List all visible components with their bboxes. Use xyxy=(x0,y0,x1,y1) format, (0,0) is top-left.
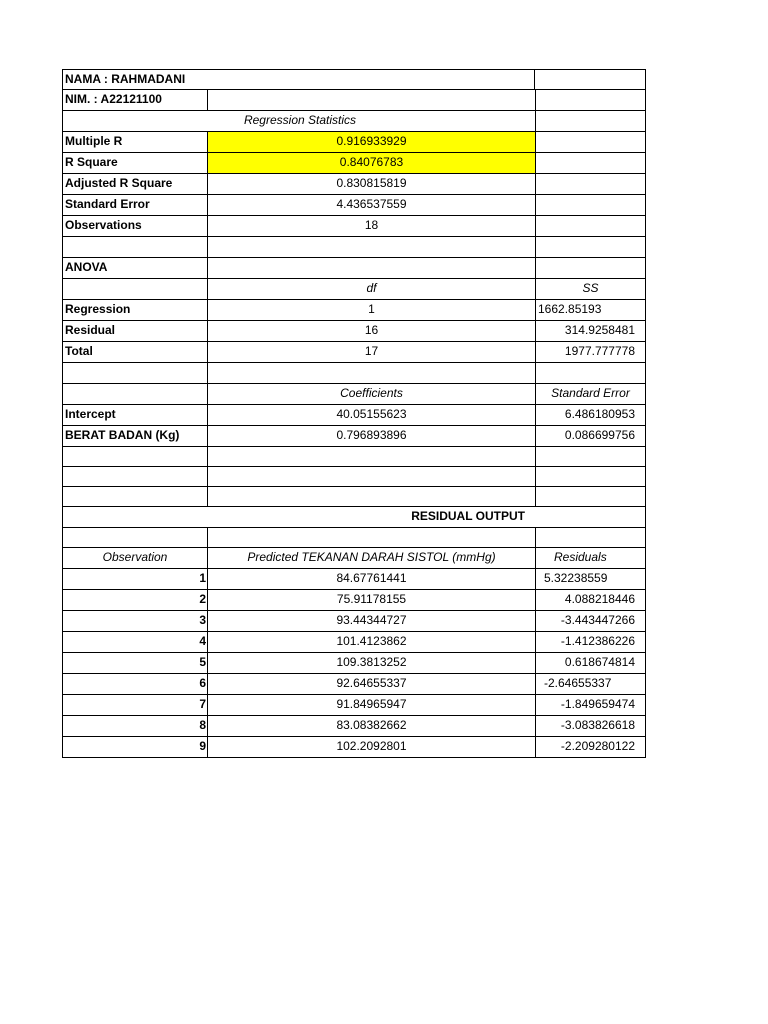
empty-cell[interactable] xyxy=(63,384,207,404)
stat-value[interactable]: 4.436537559 xyxy=(207,195,535,215)
empty-cell[interactable] xyxy=(207,363,535,383)
table-row xyxy=(62,590,646,611)
anova-label[interactable]: Regression xyxy=(65,302,131,316)
table-row xyxy=(62,674,646,695)
empty-cell[interactable] xyxy=(63,467,207,486)
predicted-value[interactable]: 75.91178155 xyxy=(207,590,535,610)
table-row xyxy=(62,632,646,653)
anova-df[interactable]: 17 xyxy=(207,342,535,362)
empty-cell[interactable] xyxy=(535,70,645,89)
empty-cell[interactable] xyxy=(63,363,207,383)
empty-cell[interactable] xyxy=(535,237,645,257)
table-row xyxy=(62,653,646,674)
table-row xyxy=(62,528,646,548)
empty-cell[interactable] xyxy=(535,216,645,236)
predicted-value[interactable]: 93.44344727 xyxy=(207,611,535,631)
coefficients-header[interactable]: Coefficients xyxy=(207,384,535,404)
predicted-header[interactable]: Predicted TEKANAN DARAH SISTOL (mmHg) xyxy=(207,548,535,568)
table-row xyxy=(62,467,646,487)
predicted-value[interactable]: 102.2092801 xyxy=(207,737,535,757)
table-row xyxy=(62,716,646,737)
empty-cell[interactable] xyxy=(535,132,645,152)
anova-title[interactable]: ANOVA xyxy=(65,260,108,274)
table-row xyxy=(62,363,646,384)
empty-cell[interactable] xyxy=(63,447,207,466)
empty-cell[interactable] xyxy=(63,279,207,299)
empty-cell[interactable] xyxy=(207,467,535,486)
anova-ss[interactable]: 1977.777778 xyxy=(535,342,645,362)
nim-cell[interactable]: NIM. : A22121100 xyxy=(65,92,162,106)
empty-cell[interactable] xyxy=(63,487,207,506)
observation-number[interactable]: 2 xyxy=(199,592,206,606)
table-row xyxy=(62,195,646,216)
empty-cell[interactable] xyxy=(535,153,645,173)
observation-number[interactable]: 5 xyxy=(199,655,206,669)
stat-label[interactable]: R Square xyxy=(65,155,118,169)
empty-cell[interactable] xyxy=(535,111,645,131)
table-row xyxy=(62,321,646,342)
predicted-value[interactable]: 92.64655337 xyxy=(207,674,535,694)
empty-cell[interactable] xyxy=(535,487,645,506)
table-row xyxy=(62,216,646,237)
empty-cell[interactable] xyxy=(207,528,535,547)
coef-se[interactable]: 0.086699756 xyxy=(535,426,645,446)
table-row xyxy=(62,737,646,758)
table-row xyxy=(62,132,646,153)
residual-value[interactable]: 4.088218446 xyxy=(535,590,645,610)
table-row xyxy=(62,258,646,279)
observation-number[interactable]: 8 xyxy=(199,718,206,732)
residual-value[interactable]: 0.618674814 xyxy=(535,653,645,673)
table-row xyxy=(62,342,646,363)
predicted-value[interactable]: 83.08382662 xyxy=(207,716,535,736)
table-row xyxy=(62,611,646,632)
observation-number[interactable]: 4 xyxy=(199,634,206,648)
coef-label[interactable]: BERAT BADAN (Kg) xyxy=(65,428,180,442)
stat-value[interactable]: 0.916933929 xyxy=(207,132,535,152)
observation-number[interactable]: 6 xyxy=(199,676,206,690)
observation-number[interactable]: 7 xyxy=(199,697,206,711)
table-row xyxy=(62,426,646,447)
empty-cell[interactable] xyxy=(535,90,645,110)
empty-cell[interactable] xyxy=(207,487,535,506)
coef-label[interactable]: Intercept xyxy=(65,407,116,421)
empty-cell[interactable] xyxy=(535,258,645,278)
residual-value[interactable]: 5.32238559 xyxy=(535,569,645,589)
table-row xyxy=(62,300,646,321)
table-row xyxy=(62,507,646,528)
table-row xyxy=(62,569,646,590)
table-row xyxy=(62,237,646,258)
table-row xyxy=(62,548,646,569)
stat-label[interactable]: Adjusted R Square xyxy=(65,176,173,190)
residuals-header[interactable]: Residuals xyxy=(535,548,645,568)
empty-cell[interactable] xyxy=(535,174,645,194)
anova-df[interactable]: 1 xyxy=(207,300,535,320)
stat-value[interactable]: 0.84076783 xyxy=(207,153,535,173)
name-cell[interactable]: NAMA : RAHMADANI xyxy=(63,70,535,89)
table-row xyxy=(62,279,646,300)
empty-cell[interactable] xyxy=(63,237,207,257)
standard-error-header[interactable]: Standard Error xyxy=(535,384,645,404)
table-row xyxy=(62,69,646,90)
empty-cell[interactable] xyxy=(535,528,645,547)
predicted-value[interactable]: 91.84965947 xyxy=(207,695,535,715)
residual-value[interactable]: -3.443447266 xyxy=(535,611,645,631)
anova-df-header[interactable]: df xyxy=(207,279,535,299)
table-row xyxy=(62,405,646,426)
empty-cell[interactable] xyxy=(207,90,535,110)
table-row xyxy=(62,90,646,111)
observation-header[interactable]: Observation xyxy=(102,550,168,564)
residual-value[interactable]: -2.64655337 xyxy=(535,674,645,694)
stat-value[interactable]: 18 xyxy=(207,216,535,236)
anova-ss-header[interactable]: SS xyxy=(535,279,645,299)
predicted-value[interactable]: 84.67761441 xyxy=(207,569,535,589)
empty-cell[interactable] xyxy=(535,363,645,383)
observation-number[interactable]: 9 xyxy=(199,739,206,753)
residual-value[interactable]: -3.083826618 xyxy=(535,716,645,736)
observation-number[interactable]: 1 xyxy=(199,571,206,585)
table-row xyxy=(62,695,646,716)
residual-value[interactable]: -1.412386226 xyxy=(535,632,645,652)
anova-ss[interactable]: 314.9258481 xyxy=(535,321,645,341)
empty-cell[interactable] xyxy=(535,467,645,486)
empty-cell[interactable] xyxy=(207,447,535,466)
empty-cell[interactable] xyxy=(63,528,207,547)
anova-ss[interactable]: 1662.85193 xyxy=(535,300,645,320)
stat-value[interactable]: 0.830815819 xyxy=(207,174,535,194)
stat-label[interactable]: Standard Error xyxy=(65,197,150,211)
table-row xyxy=(62,447,646,467)
empty-cell[interactable] xyxy=(207,258,535,278)
residual-value[interactable]: -1.849659474 xyxy=(535,695,645,715)
residual-output-title[interactable]: RESIDUAL OUTPUT xyxy=(411,509,525,523)
table-row xyxy=(62,174,646,195)
predicted-value[interactable]: 101.4123862 xyxy=(207,632,535,652)
regression-statistics-title[interactable]: Regression Statistics xyxy=(243,113,357,127)
regression-table xyxy=(62,69,646,758)
coef-value[interactable]: 40.05155623 xyxy=(207,405,535,425)
anova-label[interactable]: Total xyxy=(65,344,93,358)
table-row xyxy=(62,153,646,174)
table-row xyxy=(62,111,646,132)
empty-cell[interactable] xyxy=(535,195,645,215)
coef-value[interactable]: 0.796893896 xyxy=(207,426,535,446)
empty-cell[interactable] xyxy=(535,447,645,466)
predicted-value[interactable]: 109.3813252 xyxy=(207,653,535,673)
table-row xyxy=(62,487,646,507)
coef-se[interactable]: 6.486180953 xyxy=(535,405,645,425)
stat-label[interactable]: Observations xyxy=(65,218,142,232)
observation-number[interactable]: 3 xyxy=(199,613,206,627)
anova-label[interactable]: Residual xyxy=(65,323,116,337)
stat-label[interactable]: Multiple R xyxy=(65,134,123,148)
table-row xyxy=(62,384,646,405)
residual-value[interactable]: -2.209280122 xyxy=(535,737,645,757)
empty-cell[interactable] xyxy=(207,237,535,257)
anova-df[interactable]: 16 xyxy=(207,321,535,341)
